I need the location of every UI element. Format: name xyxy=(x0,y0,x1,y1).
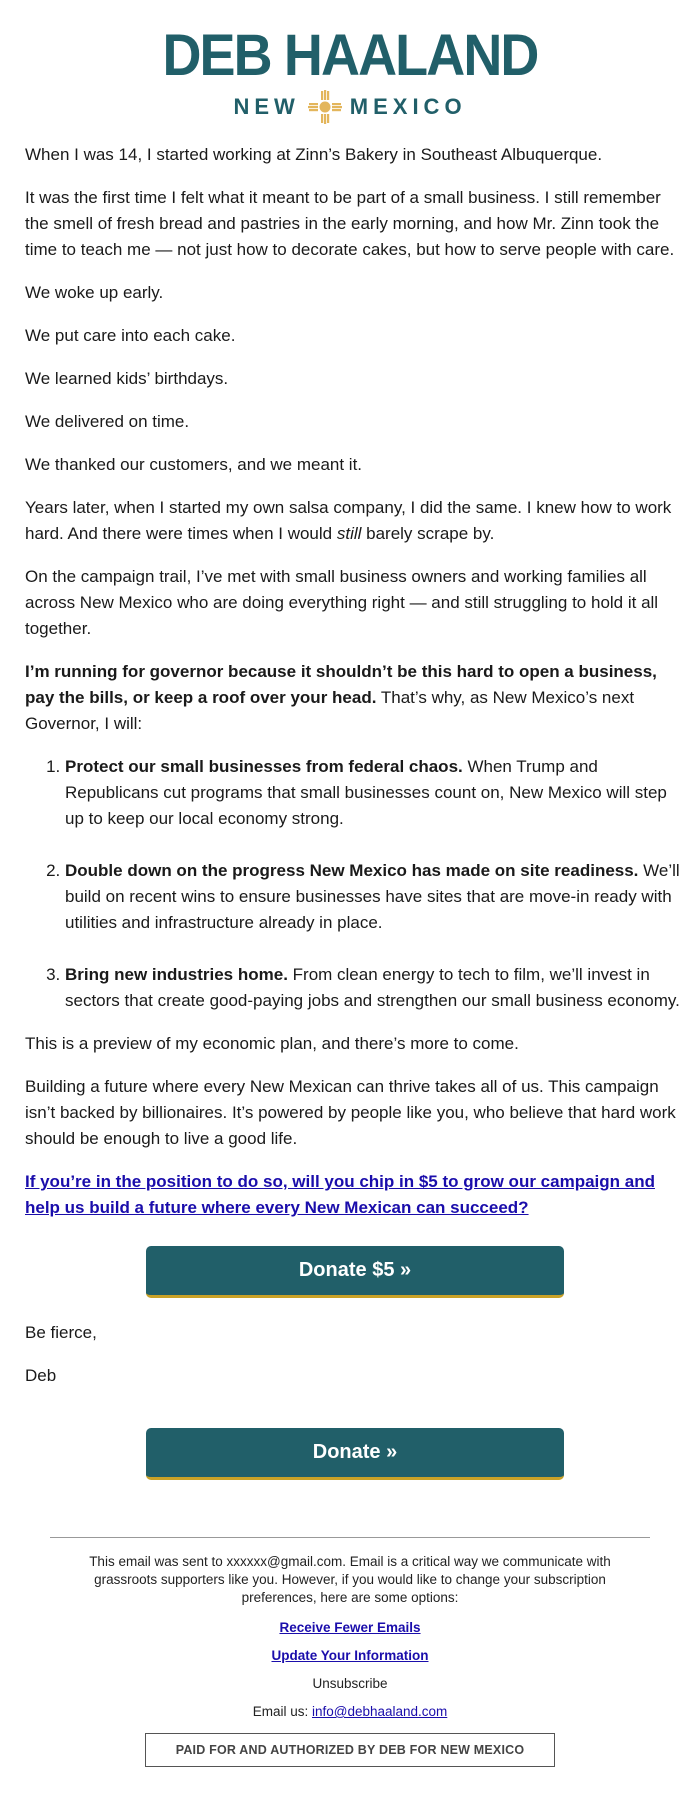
governor-bold-text: I’m running for governor because it shouldn’t be this hard to open a business, pay the bills, or keep a roof over your head. xyxy=(25,662,657,707)
paragraph-delivered: We delivered on time. xyxy=(25,412,190,431)
salsa-text-b: barely scrape by. xyxy=(361,524,495,543)
plan-item-bold: Protect our small businesses from federal chaos. xyxy=(65,757,463,776)
donate-5-button[interactable]: Donate $5 » xyxy=(146,1246,564,1298)
donate-button[interactable]: Donate » xyxy=(146,1428,564,1480)
paragraph-thanked: We thanked our customers, and we meant it. xyxy=(25,455,363,474)
plan-item-text: From clean energy to tech to film, we’ll invest in sectors that create good-paying jobs and strengthen our small business economy. xyxy=(65,965,680,1010)
plan-item-2 xyxy=(65,858,685,936)
unsubscribe-link[interactable]: Unsubscribe xyxy=(312,1676,388,1691)
salsa-text-emphasis: still xyxy=(336,524,362,543)
signature: Deb xyxy=(25,1366,57,1385)
email-us-label: Email us: xyxy=(252,1704,312,1719)
email-us-line xyxy=(50,1704,650,1719)
zia-sun-symbol-icon xyxy=(308,90,342,124)
email-footer xyxy=(50,1537,650,1767)
receive-fewer-emails-link[interactable]: Receive Fewer Emails xyxy=(279,1620,421,1635)
logo-state xyxy=(0,90,700,124)
plan-item-3 xyxy=(65,962,685,1014)
footer-notice: This email was sent to xxxxxx@gmail.com. Email is a critical way we communicate with grassroots supporters like you. However, if you would like to change your subscription preferences, here are some options: xyxy=(89,1554,611,1605)
footer-divider xyxy=(50,1537,650,1538)
paragraph-care: We put care into each cake. xyxy=(25,326,236,345)
paragraph-bakery: When I was 14, I started working at Zinn’s Bakery in Southeast Albuquerque. xyxy=(25,145,603,164)
plan-item-text: We’ll build on recent wins to ensure businesses have sites that are move-in ready with utilities and infrastructure already in place. xyxy=(65,861,680,932)
paragraph-building-future: Building a future where every New Mexican can thrive takes all of us. This campaign isn’t backed by billionaires. It’s powered by people like you, who believe that hard work should be enough to live a good life. xyxy=(25,1077,676,1148)
email-body xyxy=(25,142,685,1480)
plan-list xyxy=(25,754,685,1014)
paragraph-preview: This is a preview of my economic plan, and there’s more to come. xyxy=(25,1034,519,1053)
paragraph-running-for-governor xyxy=(25,659,685,737)
plan-item-bold: Double down on the progress New Mexico has made on site readiness. xyxy=(65,861,639,880)
campaign-logo xyxy=(0,23,700,124)
governor-rest-text: That’s why, as New Mexico’s next Governor, I will: xyxy=(25,688,635,733)
logo-name: DEB HAALAND xyxy=(162,23,538,88)
paragraph-birthdays: We learned kids’ birthdays. xyxy=(25,369,229,388)
plan-item-1 xyxy=(65,754,685,832)
email-address-link[interactable]: info@debhaaland.com xyxy=(311,1704,448,1719)
paid-for-disclaimer: PAID FOR AND AUTHORIZED BY DEB FOR NEW MEXICO xyxy=(145,1733,555,1767)
update-information-link[interactable]: Update Your Information xyxy=(271,1648,429,1663)
plan-item-bold: Bring new industries home. xyxy=(65,965,288,984)
paragraph-woke-up: We woke up early. xyxy=(25,283,164,302)
plan-item-text: When Trump and Republicans cut programs that small businesses count on, New Mexico will step up to keep our local economy strong. xyxy=(65,757,667,828)
signoff: Be fierce, xyxy=(25,1323,97,1342)
paragraph-small-business: It was the first time I felt what it meant to be part of a small business. I still remember the smell of fresh bread and pastries in the early morning, and how Mr. Zinn took the time to teach me — not just how to decorate cakes, but how to serve people with care. xyxy=(25,188,675,259)
salsa-text-a: Years later, when I started my own salsa company, I did the same. I knew how to work hard. And there were times when I would xyxy=(25,498,672,543)
paragraph-campaign-trail: On the campaign trail, I’ve met with small business owners and working families all across New Mexico who are doing everything right — and still struggling to hold it all together. xyxy=(25,567,659,638)
logo-state-left: NEW xyxy=(233,94,300,119)
logo-state-right: MEXICO xyxy=(349,94,467,119)
paragraph-salsa-company xyxy=(25,495,685,547)
chip-in-link[interactable]: If you’re in the position to do so, will you chip in $5 to grow our campaign and help us build a future where every New Mexican can succeed? xyxy=(25,1172,655,1217)
